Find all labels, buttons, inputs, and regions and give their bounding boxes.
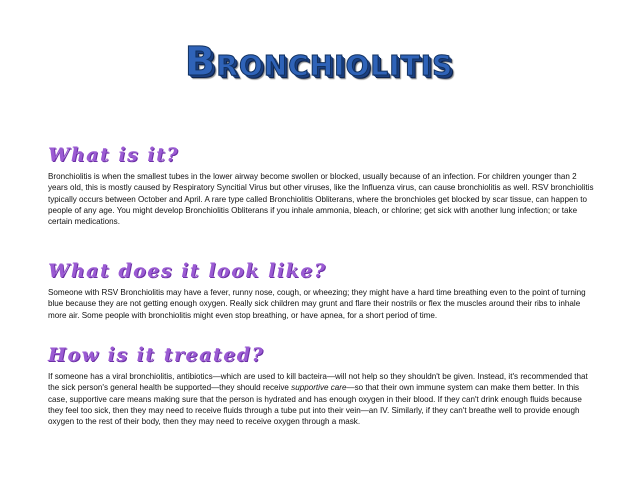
body-text-after: —so that their own immune system can make them better. In this case, supportive care means making sure that the person is hydrated and has enough oxygen in their blood. If they can't drink enough fluids because they feel too sick, then they may need to receive fluids through a tube put into their vein—an IV. Similarly, if they can't breathe well to provide enough oxygen to the rest of their body, then they may need to receive oxygen through a mask.: [48, 383, 582, 427]
body-text-before: If someone has a viral bronchiolitis, antibiotics—which are used to kill bacteira—will not help so they shouldn't be given. Instead, it's recommended that the sick person's general health be supported—they should receive: [48, 372, 588, 393]
body-text-emphasis: supportive care: [291, 383, 347, 393]
page-title: Bronchiolitis: [184, 39, 454, 85]
section-heading: What is it?: [48, 144, 180, 166]
section-what-is-it: [48, 146, 596, 227]
section-body: Bronchiolitis is when the smallest tubes in the lower airway become swollen or blocked, usually because of an infection. For children younger than 2 years old, this is mostly caused by Respiratory Syncitial Virus but other viruses, like the Influenza virus, can cause bronchiolitis as well. RSV bronchiolitis typically occurs between October and April. A rare type called Bronchiolitis Obliterans, where the bronchioles get blocked by scar tissue, can happen to people of any age. You might develop Bronchiolitis Obliterans if you inhale ammonia, bleach, or chlorine; get sick with another lung infection; or take certain medications.: [48, 172, 594, 227]
section-heading: What does it look like?: [48, 260, 327, 282]
section-body: Someone with RSV Bronchiolitis may have a fever, runny nose, cough, or wheezing; they might have a hard time breathing even to the point of turning blue because they are not getting enough oxygen. Really sick children may grunt and flare their nostrils or flex the muscles around their ribs to inhale more air. Some people with bronchiolitis might even stop breathing, or have apnea, for a short period of time.: [48, 288, 586, 320]
section-what-does-it-look-like: [48, 262, 596, 321]
section-how-is-it-treated: [48, 346, 596, 427]
section-body: [48, 371, 596, 427]
section-heading: How is it treated?: [48, 344, 265, 366]
